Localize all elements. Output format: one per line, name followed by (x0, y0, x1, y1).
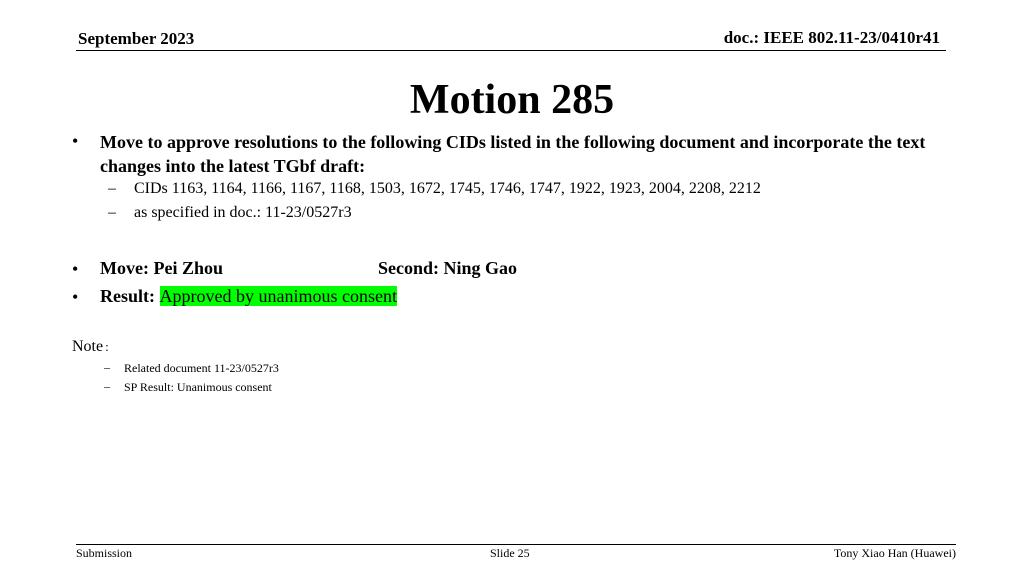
result-label: Result: (100, 286, 155, 306)
header-date: September 2023 (78, 29, 195, 48)
note-label (72, 338, 109, 356)
header-doc-id: doc.: IEEE 802.11-23/0410r41 (723, 28, 940, 47)
bullet-dot: • (72, 131, 79, 151)
note-item: SP Result: Unanimous consent (124, 380, 272, 394)
footer-slide-number: Slide 25 (490, 546, 530, 560)
note-item: Related document 11-23/0527r3 (124, 361, 279, 375)
result-value: Approved by unanimous consent (159, 286, 397, 306)
dash-marker: – (108, 204, 116, 221)
motion-text: Move to approve resolutions to the following CIDs listed in the following document and incorporate the text changes into the latest TGbf draft: (100, 132, 926, 176)
bullet-dot: • (72, 259, 79, 279)
cid-list: CIDs 1163, 1164, 1166, 1167, 1168, 1503, 1672, 1745, 1746, 1747, 1922, 1923, 2004, 2208, 2212 (134, 180, 761, 197)
footer-author: Tony Xiao Han (Huawei) (833, 546, 956, 560)
note-label-text: Note (72, 338, 104, 355)
note-colon: : (105, 339, 109, 354)
header-divider (76, 50, 946, 51)
dash-marker: – (108, 180, 116, 197)
footer-divider (76, 544, 956, 545)
mover: Move: Pei Zhou (100, 258, 223, 278)
result-line (100, 286, 397, 307)
slide-title: Motion 285 (409, 77, 615, 123)
dash-marker: – (104, 360, 110, 374)
dash-marker: – (104, 379, 110, 393)
spec-doc: as specified in doc.: 11-23/0527r3 (134, 204, 352, 221)
footer-submission: Submission (76, 546, 133, 560)
seconder: Second: Ning Gao (378, 258, 518, 278)
bullet-dot: • (72, 287, 79, 307)
